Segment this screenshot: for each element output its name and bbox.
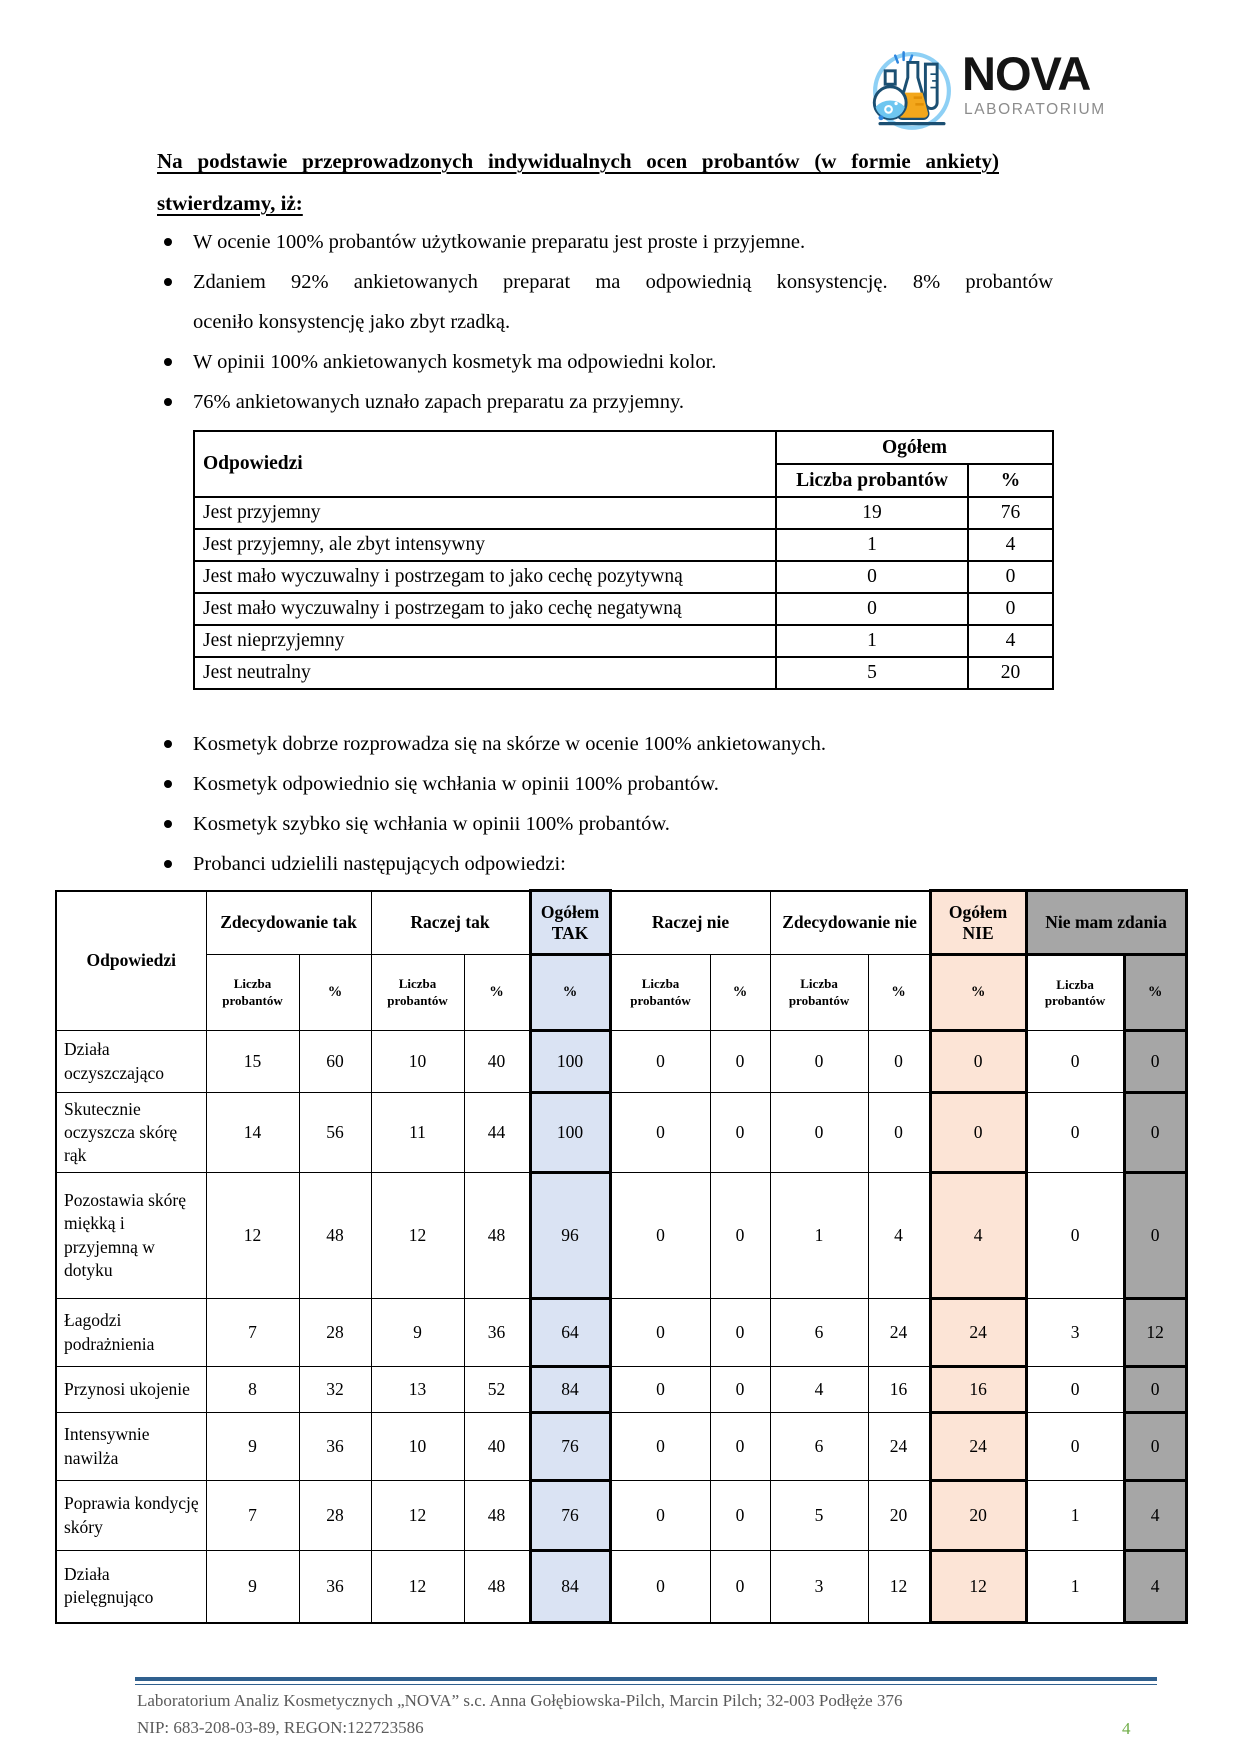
logo-name: NOVA xyxy=(962,47,1091,100)
cell: 32 xyxy=(299,1367,371,1413)
cell-no-opinion: 0 xyxy=(1124,1031,1186,1093)
bullet-text: W ocenie 100% probantów użytkowanie preparatu jest proste i przyjemne. xyxy=(193,231,806,253)
cell: 3 xyxy=(770,1551,868,1623)
row-label: Jest nieprzyjemny xyxy=(194,625,776,657)
subheader-pct: % xyxy=(299,955,371,1031)
bullet-item xyxy=(157,764,1053,804)
bullet-text: Probanci udzielili następujących odpowiedzi: xyxy=(193,853,566,875)
table-row xyxy=(56,1413,1186,1481)
row-label: Przynosi ukojenie xyxy=(56,1367,206,1413)
table-row xyxy=(194,625,1053,657)
bullet-item xyxy=(157,222,1053,262)
cell: 16 xyxy=(868,1367,930,1413)
cell: 0 xyxy=(610,1031,710,1093)
cell: 0 xyxy=(610,1299,710,1367)
cell: 0 xyxy=(868,1093,930,1173)
cell: 48 xyxy=(464,1551,530,1623)
bullet-text: W opinii 100% ankietowanych kosmetyk ma odpowiedni kolor. xyxy=(193,351,717,373)
cell-count: 1 xyxy=(776,529,968,561)
cell-no-opinion: 4 xyxy=(1124,1481,1186,1551)
row-label: Działa pielęgnująco xyxy=(56,1551,206,1623)
cell: 0 xyxy=(610,1413,710,1481)
cell: 4 xyxy=(868,1173,930,1299)
cell-total-no: 12 xyxy=(930,1551,1026,1623)
cell: 0 xyxy=(610,1367,710,1413)
cell: 12 xyxy=(371,1551,464,1623)
cell-no-opinion: 0 xyxy=(1124,1413,1186,1481)
cell-count: 19 xyxy=(776,497,968,529)
cell: 1 xyxy=(1026,1551,1124,1623)
cell-total-yes: 100 xyxy=(530,1093,610,1173)
cell: 11 xyxy=(371,1093,464,1173)
cell: 28 xyxy=(299,1481,371,1551)
answers-matrix-table xyxy=(55,889,1188,1624)
cell: 0 xyxy=(710,1093,770,1173)
bullet-item xyxy=(157,844,1053,884)
subheader-count: Liczba probantów xyxy=(770,955,868,1031)
column-header-total-no: Ogółem NIE xyxy=(930,891,1026,955)
table-row xyxy=(194,529,1053,561)
cell-total-no: 24 xyxy=(930,1299,1026,1367)
cell: 6 xyxy=(770,1299,868,1367)
cell-count: 0 xyxy=(776,593,968,625)
cell: 40 xyxy=(464,1031,530,1093)
cell-no-opinion: 4 xyxy=(1124,1551,1186,1623)
cell: 0 xyxy=(770,1093,868,1173)
bullet-text: Kosmetyk szybko się wchłania w opinii 100% probantów. xyxy=(193,813,670,835)
cell: 0 xyxy=(1026,1031,1124,1093)
cell-count: 1 xyxy=(776,625,968,657)
scent-results-table xyxy=(193,430,1054,690)
table-row xyxy=(56,1093,1186,1173)
cell: 1 xyxy=(1026,1481,1124,1551)
row-label: Jest neutralny xyxy=(194,657,776,689)
page-number: 4 xyxy=(1122,1719,1131,1738)
cell-pct: 4 xyxy=(968,625,1053,657)
cell-total-yes: 64 xyxy=(530,1299,610,1367)
table-row xyxy=(56,1367,1186,1413)
cell: 20 xyxy=(868,1481,930,1551)
cell: 36 xyxy=(299,1551,371,1623)
column-header-pct: % xyxy=(968,464,1053,497)
bullet-text: Kosmetyk odpowiednio się wchłania w opinii 100% probantów. xyxy=(193,773,719,795)
cell: 7 xyxy=(206,1481,299,1551)
bullet-item xyxy=(157,724,1053,764)
cell: 0 xyxy=(610,1173,710,1299)
column-header-no-opinion: Nie mam zdania xyxy=(1026,891,1186,955)
column-header-rather-no: Raczej nie xyxy=(610,891,770,955)
column-header-count: Liczba probantów xyxy=(776,464,968,497)
subheader-pct: % xyxy=(868,955,930,1031)
cell: 0 xyxy=(1026,1413,1124,1481)
cell: 12 xyxy=(371,1481,464,1551)
bullet-item xyxy=(157,804,1053,844)
cell: 12 xyxy=(868,1551,930,1623)
cell: 48 xyxy=(464,1173,530,1299)
cell-total-no: 0 xyxy=(930,1031,1026,1093)
logo-subtitle: LABORATORIUM xyxy=(964,101,1106,118)
bullet-list-top xyxy=(157,222,1053,422)
row-label: Jest mało wyczuwalny i postrzegam to jako cechę negatywną xyxy=(194,593,776,625)
cell: 0 xyxy=(710,1031,770,1093)
row-label: Jest przyjemny xyxy=(194,497,776,529)
subheader-pct-total-no: % xyxy=(930,955,1026,1031)
cell: 0 xyxy=(710,1299,770,1367)
subheader-pct: % xyxy=(464,955,530,1031)
bullet-item xyxy=(157,342,1053,382)
cell: 5 xyxy=(770,1481,868,1551)
subheader-pct-no-opinion: % xyxy=(1124,955,1186,1031)
cell-total-yes: 76 xyxy=(530,1413,610,1481)
cell: 0 xyxy=(610,1481,710,1551)
cell: 0 xyxy=(710,1367,770,1413)
cell-no-opinion: 0 xyxy=(1124,1173,1186,1299)
table-row xyxy=(194,593,1053,625)
cell: 0 xyxy=(610,1093,710,1173)
cell: 6 xyxy=(770,1413,868,1481)
cell: 1 xyxy=(770,1173,868,1299)
cell-total-no: 16 xyxy=(930,1367,1026,1413)
column-header-total: Ogółem xyxy=(776,431,1053,464)
bullet-text: 76% ankietowanych uznało zapach preparatu za przyjemny. xyxy=(193,391,685,413)
cell: 56 xyxy=(299,1093,371,1173)
cell: 40 xyxy=(464,1413,530,1481)
cell-total-yes: 84 xyxy=(530,1551,610,1623)
cell-total-yes: 96 xyxy=(530,1173,610,1299)
cell: 4 xyxy=(770,1367,868,1413)
cell-no-opinion: 12 xyxy=(1124,1299,1186,1367)
subheader-count: Liczba probantów xyxy=(371,955,464,1031)
table-row xyxy=(194,497,1053,529)
cell: 0 xyxy=(1026,1367,1124,1413)
cell: 9 xyxy=(206,1551,299,1623)
cell-total-yes: 84 xyxy=(530,1367,610,1413)
cell-pct: 4 xyxy=(968,529,1053,561)
footer-divider xyxy=(135,1677,1157,1685)
cell-count: 0 xyxy=(776,561,968,593)
cell-total-no: 24 xyxy=(930,1413,1026,1481)
cell: 9 xyxy=(371,1299,464,1367)
table-row xyxy=(56,1551,1186,1623)
footer-nip-regon-line: NIP: 683-208-03-89, REGON:122723586 xyxy=(137,1718,424,1737)
table-row xyxy=(194,657,1053,689)
cell-pct: 20 xyxy=(968,657,1053,689)
cell-no-opinion: 0 xyxy=(1124,1093,1186,1173)
row-label: Jest mało wyczuwalny i postrzegam to jako cechę pozytywną xyxy=(194,561,776,593)
cell: 13 xyxy=(371,1367,464,1413)
cell: 24 xyxy=(868,1413,930,1481)
nova-logo xyxy=(870,42,1200,132)
bullet-text: oceniło konsystencję jako zbyt rzadką. xyxy=(193,311,511,333)
heading-line-2: stwierdzamy, iż: xyxy=(157,191,303,215)
cell: 7 xyxy=(206,1299,299,1367)
cell: 0 xyxy=(868,1031,930,1093)
cell-count: 5 xyxy=(776,657,968,689)
cell: 36 xyxy=(464,1299,530,1367)
cell: 44 xyxy=(464,1093,530,1173)
column-header-answers: Odpowiedzi xyxy=(194,431,776,497)
cell-pct: 76 xyxy=(968,497,1053,529)
row-label: Skutecznie oczyszcza skórę rąk xyxy=(56,1093,206,1173)
table-row xyxy=(56,1299,1186,1367)
column-header-definitely-no: Zdecydowanie nie xyxy=(770,891,930,955)
cell: 14 xyxy=(206,1093,299,1173)
subheader-count: Liczba probantów xyxy=(1026,955,1124,1031)
cell: 0 xyxy=(710,1173,770,1299)
answers-matrix-table-wrap xyxy=(55,889,1188,1624)
row-label: Poprawia kondycję skóry xyxy=(56,1481,206,1551)
cell: 0 xyxy=(1026,1173,1124,1299)
column-header-definitely-yes: Zdecydowanie tak xyxy=(206,891,371,955)
row-label: Działa oczyszczająco xyxy=(56,1031,206,1093)
cell: 28 xyxy=(299,1299,371,1367)
cell: 0 xyxy=(710,1551,770,1623)
cell: 0 xyxy=(1026,1093,1124,1173)
cell-pct: 0 xyxy=(968,593,1053,625)
column-header-rather-yes: Raczej tak xyxy=(371,891,530,955)
row-label: Jest przyjemny, ale zbyt intensywny xyxy=(194,529,776,561)
bullet-item xyxy=(157,382,1053,422)
row-label: Pozostawia skórę miękką i przyjemną w dotyku xyxy=(56,1173,206,1299)
subheader-count: Liczba probantów xyxy=(610,955,710,1031)
cell: 12 xyxy=(371,1173,464,1299)
cell: 48 xyxy=(464,1481,530,1551)
cell: 3 xyxy=(1026,1299,1124,1367)
row-label: Intensywnie nawilża xyxy=(56,1413,206,1481)
cell: 10 xyxy=(371,1031,464,1093)
cell: 0 xyxy=(710,1413,770,1481)
bullet-list-mid xyxy=(157,724,1053,884)
heading-line-1: Na podstawie przeprowadzonych indywidualnych ocen probantów (w formie ankiety) xyxy=(157,149,999,173)
section-heading xyxy=(157,140,999,224)
cell: 10 xyxy=(371,1413,464,1481)
cell: 0 xyxy=(610,1551,710,1623)
footer-company-line: Laboratorium Analiz Kosmetycznych „NOVA” s.c. Anna Gołębiowska-Pilch, Marcin Pilch; 32-003 Podłęże 376 xyxy=(137,1691,903,1710)
cell: 9 xyxy=(206,1413,299,1481)
cell-total-no: 4 xyxy=(930,1173,1026,1299)
lab-flasks-icon xyxy=(870,44,954,132)
cell: 24 xyxy=(868,1299,930,1367)
cell: 48 xyxy=(299,1173,371,1299)
column-header-answers: Odpowiedzi xyxy=(56,891,206,1031)
table-row xyxy=(56,1481,1186,1551)
cell-pct: 0 xyxy=(968,561,1053,593)
cell: 8 xyxy=(206,1367,299,1413)
cell-total-yes: 76 xyxy=(530,1481,610,1551)
cell: 36 xyxy=(299,1413,371,1481)
cell: 60 xyxy=(299,1031,371,1093)
cell-total-no: 20 xyxy=(930,1481,1026,1551)
cell: 15 xyxy=(206,1031,299,1093)
bullet-text: Zdaniem 92% ankietowanych preparat ma odpowiednią konsystencję. 8% probantów xyxy=(193,271,1053,293)
cell: 0 xyxy=(710,1481,770,1551)
cell-total-no: 0 xyxy=(930,1093,1026,1173)
table-row xyxy=(56,1031,1186,1093)
cell: 0 xyxy=(770,1031,868,1093)
subheader-pct: % xyxy=(710,955,770,1031)
cell-total-yes: 100 xyxy=(530,1031,610,1093)
scent-results-table-wrap xyxy=(193,430,1054,690)
subheader-count: Liczba probantów xyxy=(206,955,299,1031)
cell-no-opinion: 0 xyxy=(1124,1367,1186,1413)
table-row xyxy=(194,561,1053,593)
cell: 12 xyxy=(206,1173,299,1299)
bullet-text: Kosmetyk dobrze rozprowadza się na skórze w ocenie 100% ankietowanych. xyxy=(193,733,826,755)
table-row xyxy=(56,1173,1186,1299)
column-header-total-yes: Ogółem TAK xyxy=(530,891,610,955)
cell: 52 xyxy=(464,1367,530,1413)
subheader-pct-total-yes: % xyxy=(530,955,610,1031)
row-label: Łagodzi podrażnienia xyxy=(56,1299,206,1367)
bullet-item xyxy=(157,262,1053,342)
